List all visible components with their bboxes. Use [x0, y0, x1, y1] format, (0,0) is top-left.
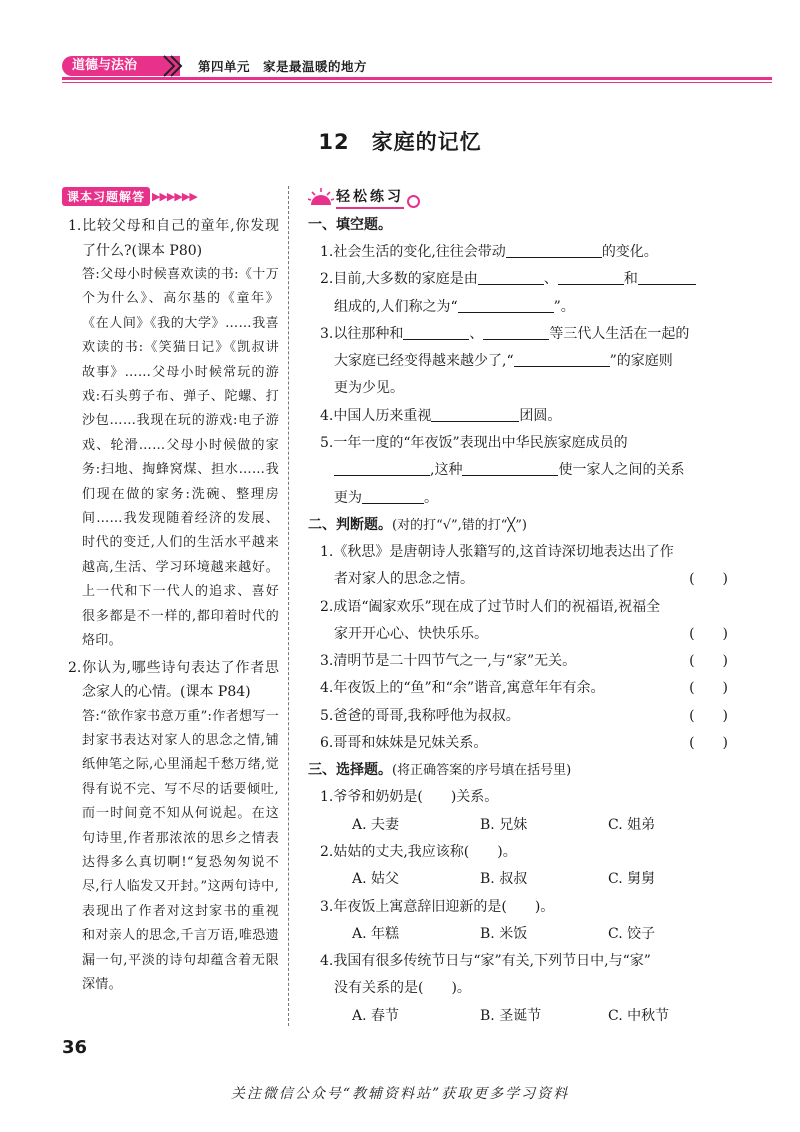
answer-blank[interactable]	[483, 324, 549, 340]
choice-option[interactable]: C. 饺子	[608, 925, 656, 942]
header-rule-thin	[62, 82, 772, 83]
answer-parentheses[interactable]: ( )	[689, 735, 728, 752]
answer-parentheses[interactable]: ( )	[689, 680, 728, 697]
page-number: 36	[62, 1037, 88, 1058]
choice-item-2: 2.姑姑的丈夫,我应该称( )。	[320, 843, 517, 860]
judge-item-6: 6.哥哥和妹妹是兄妹关系。 ( )	[308, 730, 736, 757]
judge-item-5: 5.爸爸的哥哥,我称呼他为叔叔。 ( )	[308, 703, 736, 730]
true-false-heading: 二、判断题。(对的打“√”,错的打“╳”)	[308, 516, 527, 533]
choice-option[interactable]: A. 夫妻	[352, 816, 400, 833]
practice-column	[308, 186, 736, 1030]
choice-option[interactable]: C. 舅舅	[608, 871, 656, 888]
answer-blank[interactable]	[431, 406, 519, 422]
choice-options	[308, 812, 736, 839]
practice-label: 轻松练习	[336, 186, 404, 209]
choice-option[interactable]: A. 姑父	[352, 871, 400, 888]
answer-blank[interactable]	[506, 242, 602, 258]
answer-blank[interactable]	[558, 269, 624, 285]
judge-item-1: 1.《秋思》是唐朝诗人张籍写的,这首诗深切地表达出了作 者对家人的思念之情。 ( )	[308, 539, 736, 594]
fill-item-2: 2.目前,大多数的家庭是由 、 和 组成的,人们称之为“ ”。	[308, 266, 736, 321]
choice-option[interactable]: B. 兄妹	[480, 816, 528, 833]
judge-item-3: 3.清明节是二十四节气之一,与“家”无关。 ( )	[308, 648, 736, 675]
choice-option[interactable]: C. 中秋节	[608, 1007, 670, 1024]
answer-blank[interactable]	[462, 460, 558, 476]
question-text: 1.比较父母和自己的童年,你发现了什么?(课本 P80)	[68, 218, 279, 259]
answer-blank[interactable]	[334, 460, 430, 476]
textbook-question-1	[62, 214, 279, 654]
question-answer: 答:父母小时候喜欢读的书:《十万个为什么》、高尔基的《童年》《在人间》《我的大学》……我喜欢读的书:《笑猫日记》《凯叔讲故事》……父母小时候常玩的游戏:石头剪子布、弹子、陀螺、打沙包……我现在玩的游戏:电子游戏、轮滑……父母小时候做的家务:扫地、掏蜂窝煤、担水……我们现在做的家务:洗碗、整理房间……我发现随着经济的发展、时代的变迁,人们的生活水平越来越高,生活、学习环境越来越好。上一代和下一代人的追求、喜好很多都是不一样的,都印着时代的烙印。	[82, 267, 279, 649]
footer-note: 关注微信公众号“教辅资料站”获取更多学习资料	[230, 1086, 570, 1102]
textbook-answers-header	[62, 186, 279, 206]
fill-item-1: 1.社会生活的变化,往往会带动 的变化。	[320, 244, 658, 260]
choice-option[interactable]: A. 年糕	[352, 925, 400, 942]
answer-blank[interactable]	[638, 269, 696, 285]
multiple-choice-heading: 三、选择题。(将正确答案的序号填在括号里)	[308, 762, 572, 779]
judge-item-2: 2.成语“阖家欢乐”现在成了过节时人们的祝福语,祝福全 家开开心心、快快乐乐。 ( )	[308, 594, 736, 649]
fill-item-5: 5.一年一度的“年夜饭”表现出中华民族家庭成员的 ,这种 使一家人之间的关系 更为 。	[320, 435, 685, 506]
unit-title: 第四单元 家是最温暖的地方	[198, 59, 368, 74]
choice-options	[308, 866, 736, 893]
fill-in-heading: 一、填空题。	[308, 217, 392, 233]
answer-blank[interactable]	[514, 351, 610, 367]
choice-option[interactable]: B. 叔叔	[480, 871, 528, 888]
sun-icon	[308, 187, 334, 207]
subject-tag: 道德与法治	[62, 56, 180, 76]
choice-options	[308, 1003, 736, 1030]
answer-parentheses[interactable]: ( )	[689, 653, 728, 670]
answer-blank[interactable]	[458, 297, 554, 313]
textbook-answers-badge: 课本习题解答	[62, 187, 150, 206]
practice-header	[308, 186, 736, 208]
fill-item-4: 4.中国人历来重视 团圆。	[320, 407, 562, 424]
circle-icon	[407, 195, 420, 208]
choice-option[interactable]: C. 姐弟	[608, 816, 656, 833]
textbook-question-2	[62, 656, 279, 998]
lesson-title: 12 家庭的记忆	[318, 130, 482, 154]
column-divider	[288, 186, 289, 1026]
textbook-answers-column	[62, 186, 279, 997]
fill-item-3: 3.以往那种和 、 等三代人生活在一起的 大家庭已经变得越来越少了,“ ”的家庭则 更为少见。	[320, 325, 690, 397]
choice-option[interactable]: B. 米饭	[480, 925, 528, 942]
answer-parentheses[interactable]: ( )	[689, 625, 728, 642]
answer-blank[interactable]	[362, 488, 424, 504]
choice-item-3: 3.年夜饭上寓意辞旧迎新的是( )。	[320, 898, 555, 915]
question-text: 2.你认为,哪些诗句表达了作者思念家人的心情。(课本 P84)	[68, 659, 279, 700]
answer-blank[interactable]	[478, 269, 544, 285]
choice-option[interactable]: B. 圣诞节	[480, 1007, 542, 1024]
choice-option[interactable]: A. 春节	[352, 1007, 400, 1024]
choice-item-1: 1.爷爷和奶奶是( )关系。	[320, 789, 499, 806]
choice-item-4: 4.我国有很多传统节日与“家”有关,下列节日中,与“家” 没有关系的是( )。	[320, 953, 651, 997]
judge-item-4: 4.年夜饭上的“鱼”和“余”谐音,寓意年年有余。 ( )	[308, 675, 736, 702]
arrows-icon: ▶▶▶▶▶▶	[152, 189, 197, 203]
header-rule	[62, 77, 772, 80]
answer-parentheses[interactable]: ( )	[689, 707, 728, 724]
answer-blank[interactable]	[403, 324, 469, 340]
answer-parentheses[interactable]: ( )	[689, 571, 728, 588]
question-answer: 答:“欲作家书意万重”:作者想写一封家书表达对家人的思念之情,铺纸伸笔之际,心里涌起千愁万绪,觉得有说不完、写不尽的话要倾吐,而一时间竟不知从何说起。在这句诗里,作者那浓浓的思乡之情表达得多么真切啊!“复恐匆匆说不尽,行人临发又开封。”这两句诗中,表现出了作者对这封家书的重视和对亲人的思念,千言万语,唯恐遗漏一句,平淡的诗句却蕴含着无限深情。	[82, 708, 279, 992]
choice-options	[308, 921, 736, 948]
chevron-right-icon	[158, 52, 186, 80]
